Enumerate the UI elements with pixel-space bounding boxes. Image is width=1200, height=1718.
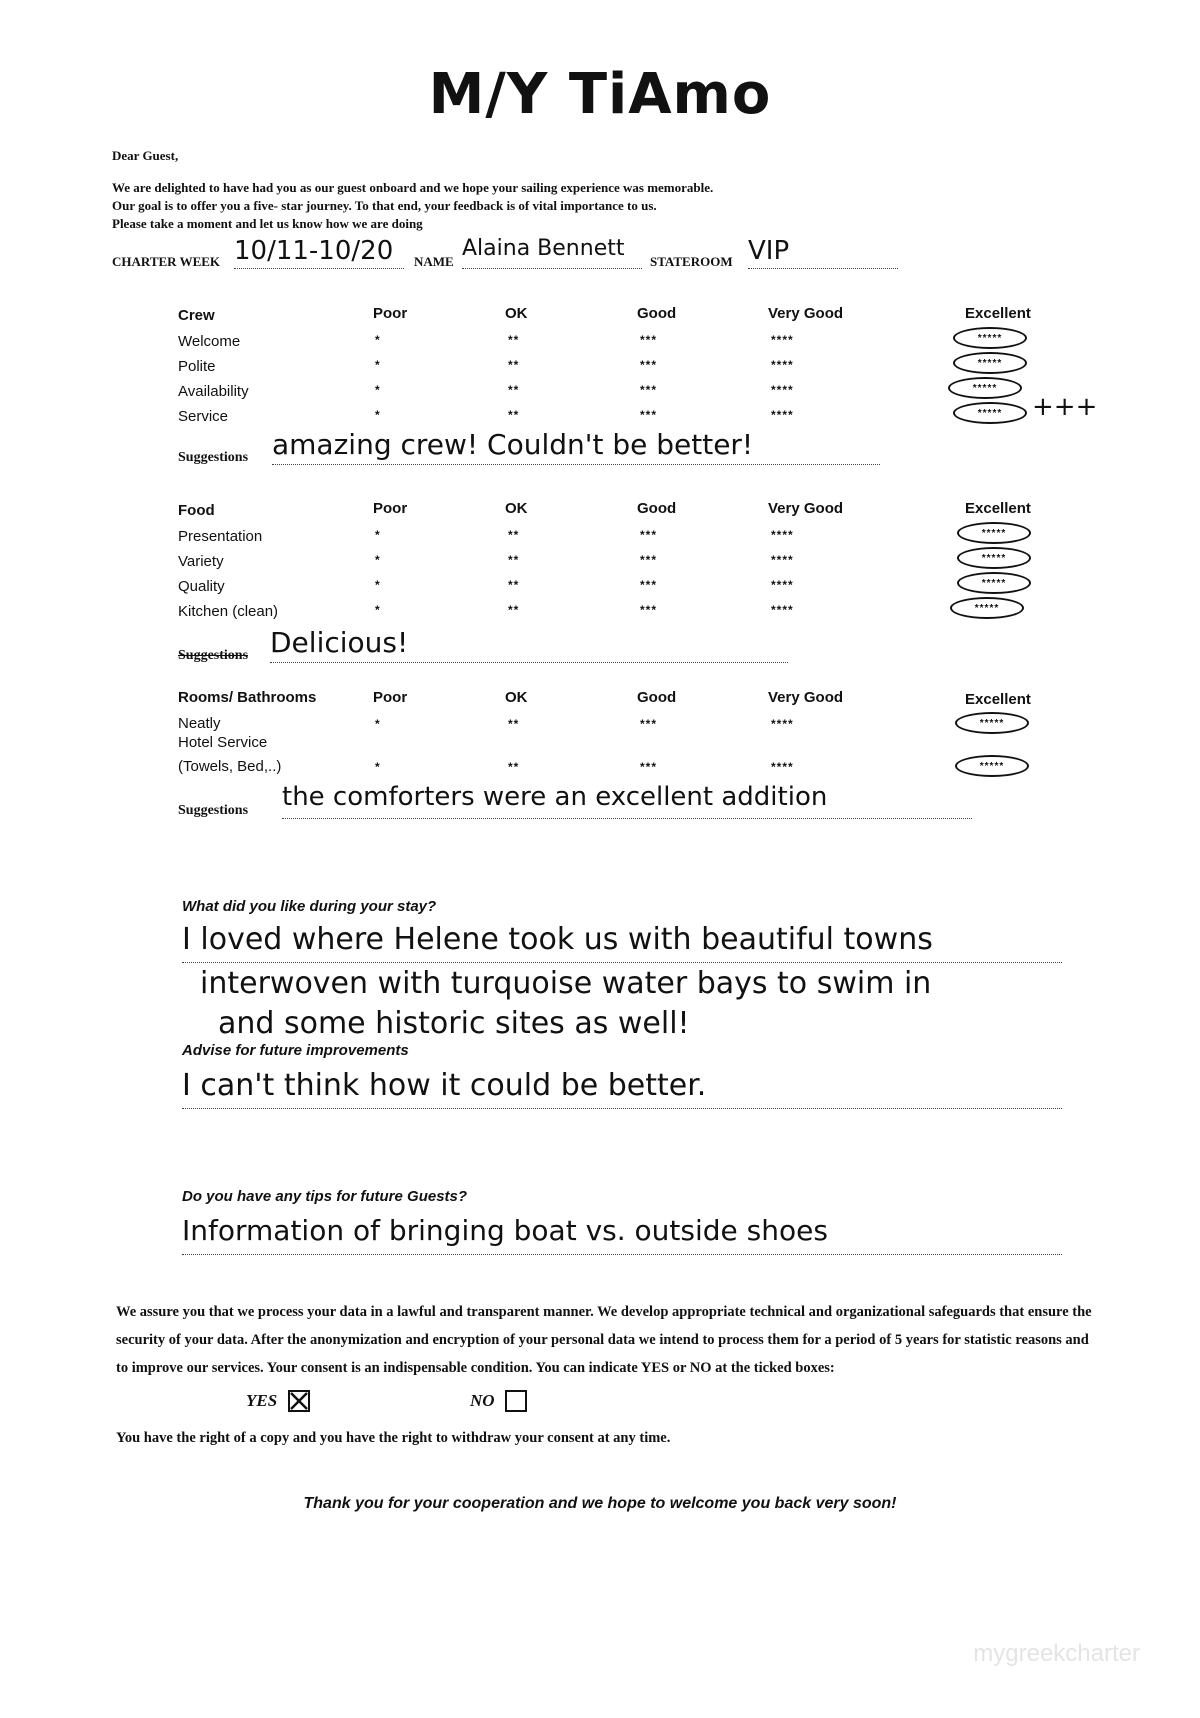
tips-answer-text: Information of bringing boat vs. outside shoes [182,1214,828,1247]
form-title: M/Y TiAmo [428,62,772,127]
intro-line-1: We are delighted to have had you as our guest onboard and we hope your sailing experience was memorable. [112,180,714,195]
rating-ok[interactable]: ** [508,408,520,422]
rating-excellent-circled[interactable]: ***** [953,327,1027,349]
rating-excellent-circled[interactable]: ***** [955,755,1029,777]
rating-very-good[interactable]: **** [771,383,794,397]
food-header-poor: Poor [373,500,408,517]
rating-excellent-circled[interactable]: ***** [955,712,1029,734]
watermark-logo: mygreekcharter [973,1640,1140,1667]
rooms-header-very-good: Very Good [768,689,844,706]
food-header-very-good: Very Good [768,500,844,517]
food-row-label: Quality [178,578,225,595]
advise-answer-field[interactable] [182,1068,1062,1109]
rating-poor[interactable]: * [375,528,381,542]
rating-ok[interactable]: ** [508,760,520,774]
rating-ok[interactable]: ** [508,333,520,347]
rating-good[interactable]: *** [640,383,658,397]
liked-answer-line-2: interwoven with turquoise water bays to swim in [200,966,932,1001]
rating-poor[interactable]: * [375,717,381,731]
rating-poor[interactable]: * [375,760,381,774]
intro-line-2: Our goal is to offer you a five- star journey. To that end, your feedback is of vital importance to us. [112,198,657,213]
crew-header-excellent: Excellent [965,305,1031,322]
rating-excellent-circled[interactable]: ***** [957,522,1031,544]
rooms-header-good: Good [637,689,677,706]
rating-poor[interactable]: * [375,383,381,397]
rating-very-good[interactable]: **** [771,408,794,422]
rating-good[interactable]: *** [640,578,658,592]
rating-very-good[interactable]: **** [771,717,794,731]
intro-line-3: Please take a moment and let us know how we are doing [112,216,423,231]
advise-answer-text: I can't think how it could be better. [182,1068,707,1103]
rating-excellent-circled[interactable]: ***** [953,402,1027,424]
rating-very-good[interactable]: **** [771,553,794,567]
consent-no-checkbox[interactable] [505,1390,527,1412]
food-row-label: Presentation [178,528,263,545]
rating-excellent-circled[interactable]: ***** [953,352,1027,374]
rooms-header-excellent: Excellent [965,691,1031,708]
rating-excellent-circled[interactable]: ***** [948,377,1022,399]
crew-header-good: Good [637,305,677,322]
food-suggestions-label: Suggestions [178,648,249,663]
food-header-good: Good [637,500,677,517]
rating-ok[interactable]: ** [508,553,520,567]
rooms-header-ok: OK [505,689,528,706]
crew-row-label: Availability [178,383,249,400]
stateroom-value: VIP [748,236,790,266]
rating-ok[interactable]: ** [508,717,520,731]
crew-suggestions-label: Suggestions [178,450,249,465]
rating-very-good[interactable]: **** [771,333,794,347]
charter-week-label: CHARTER WEEK [112,254,221,269]
consent-no-group [470,1390,527,1412]
charter-week-field[interactable] [234,236,404,269]
crew-row-label: Service [178,408,229,425]
liked-answer-text: I loved where Helene took us with beautiful towns [182,922,933,957]
thank-you-message: Thank you for your cooperation and we hope to welcome you back very soon! [303,1495,897,1512]
rating-ok[interactable]: ** [508,578,520,592]
charter-week-value: 10/11-10/20 [234,236,394,266]
rating-excellent-circled[interactable]: ***** [957,547,1031,569]
rating-ok[interactable]: ** [508,358,520,372]
food-header-excellent: Excellent [965,500,1031,517]
rooms-header-poor: Poor [373,689,408,706]
tips-answer-field[interactable] [182,1214,1062,1255]
rating-poor[interactable]: * [375,408,381,422]
crew-header-very-good: Very Good [768,305,844,322]
rating-poor[interactable]: * [375,333,381,347]
food-suggestions-field[interactable] [270,626,788,663]
advise-question: Advise for future improvements [182,1042,409,1059]
rating-poor[interactable]: * [375,603,381,617]
rating-ok[interactable]: ** [508,383,520,397]
stateroom-field[interactable] [748,236,898,269]
tips-question: Do you have any tips for future Guests? [182,1188,468,1205]
food-section-title: Food [178,502,215,519]
check-x-icon [288,1390,310,1412]
rooms-row-label: Neatly [178,715,221,732]
rating-good[interactable]: *** [640,528,658,542]
food-suggestions-value: Delicious! [270,626,409,659]
rating-very-good[interactable]: **** [771,528,794,542]
crew-extra-mark: +++ [1032,392,1098,422]
food-header-ok: OK [505,500,528,517]
rating-ok[interactable]: ** [508,528,520,542]
rating-good[interactable]: *** [640,717,658,731]
name-value: Alaina Bennett [462,236,625,261]
consent-yes-group [246,1390,310,1412]
name-label: NAME [414,254,454,269]
rating-poor[interactable]: * [375,358,381,372]
liked-answer-line-3: and some historic sites as well! [218,1006,690,1041]
rating-good[interactable]: *** [640,603,658,617]
crew-header-ok: OK [505,305,528,322]
rating-very-good[interactable]: **** [771,358,794,372]
rating-good[interactable]: *** [640,408,658,422]
crew-suggestions-field[interactable] [272,428,880,465]
crew-section-title: Crew [178,307,215,324]
consent-no-label: NO [470,1391,495,1410]
data-privacy-notice: We assure you that we process your data in a lawful and transparent manner. We develop appropriate technical and organizational safeguards that ensure the security of your data. After the anonymization and encryption of your personal data we intend to process them for a period of 5 years for statistic reasons and to improve our services. Your consent is an indispensable condition. You can indicate YES or NO at the ticked boxes: [116,1304,1092,1376]
rooms-suggestions-label: Suggestions [178,803,249,818]
rating-excellent-circled[interactable]: ***** [957,572,1031,594]
rating-good[interactable]: *** [640,760,658,774]
rooms-row-label: Hotel Service [178,734,268,751]
rating-poor[interactable]: * [375,578,381,592]
food-row-label: Kitchen (clean) [178,603,279,620]
consent-yes-checkbox[interactable] [288,1390,310,1412]
name-field[interactable] [462,236,642,269]
crew-header-poor: Poor [373,305,408,322]
rating-excellent-circled[interactable]: ***** [950,597,1024,619]
rating-good[interactable]: *** [640,358,658,372]
rating-poor[interactable]: * [375,553,381,567]
stateroom-label: STATEROOM [650,254,733,269]
liked-question: What did you like during your stay? [182,898,437,915]
rating-good[interactable]: *** [640,553,658,567]
rating-very-good[interactable]: **** [771,578,794,592]
rating-good[interactable]: *** [640,333,658,347]
rating-ok[interactable]: ** [508,603,520,617]
crew-suggestions-value: amazing crew! Couldn't be better! [272,428,754,461]
rooms-suggestions-value: the comforters were an excellent addition [282,782,828,812]
food-row-label: Variety [178,553,224,570]
greeting: Dear Guest, [112,148,179,163]
rooms-section-title: Rooms/ Bathrooms [178,689,317,706]
rights-notice: You have the right of a copy and you have the right to withdraw your consent at any time. [116,1430,671,1446]
rating-very-good[interactable]: **** [771,760,794,774]
rooms-row-label: (Towels, Bed,..) [178,758,282,775]
consent-yes-label: YES [246,1391,278,1410]
rooms-suggestions-field[interactable] [282,782,972,819]
rating-very-good[interactable]: **** [771,603,794,617]
liked-answer-line-1[interactable] [182,922,1062,963]
crew-row-label: Welcome [178,333,241,350]
crew-row-label: Polite [178,358,216,375]
